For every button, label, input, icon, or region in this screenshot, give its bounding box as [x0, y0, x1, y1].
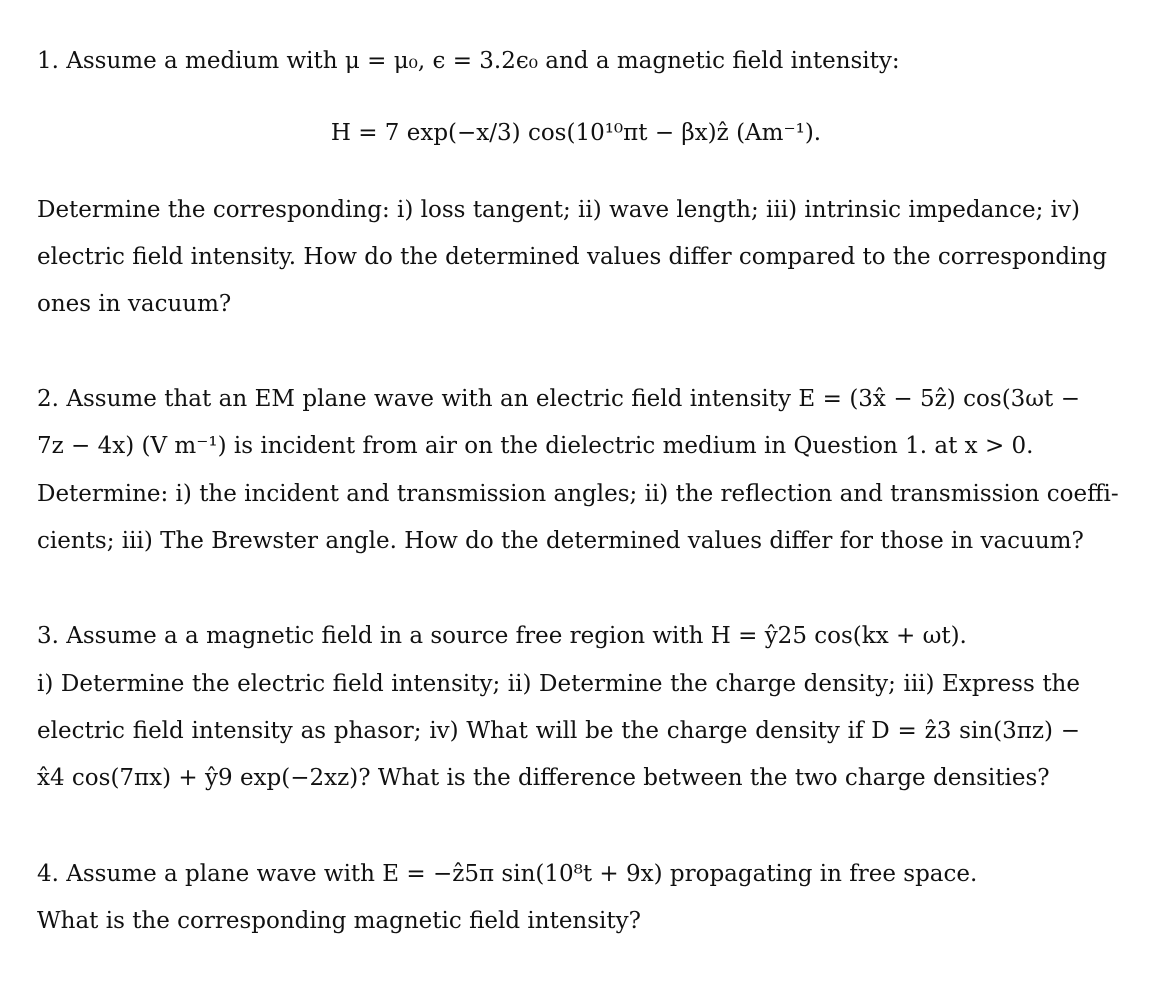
- question-1-equation: H = 7 exp(−x/3) cos(10¹⁰πt − βx)ẑ (Am⁻¹).: [330, 120, 822, 146]
- question-3-line-3: electric field intensity as phasor; iv) What will be the charge density if D = ẑ3 sin(3πz) −: [37, 718, 1080, 744]
- question-4-line-2: What is the corresponding magnetic field intensity?: [37, 908, 641, 934]
- question-1-line-5: ones in vacuum?: [37, 291, 232, 317]
- question-1-line-4: electric field intensity. How do the determined values differ compared to the corresponding: [37, 244, 1108, 270]
- question-1-line-3: Determine the corresponding: i) loss tangent; ii) wave length; iii) intrinsic impedance; iv): [37, 197, 1080, 223]
- question-3-line-4: x̂4 cos(7πx) + ŷ9 exp(−2xz)? What is the difference between the two charge densities?: [37, 765, 1050, 791]
- question-2-line-1: 2. Assume that an EM plane wave with an electric field intensity E = (3x̂ − 5ẑ) cos(3ωt −: [37, 386, 1080, 412]
- question-2-line-3: Determine: i) the incident and transmission angles; ii) the reflection and transmission coeffi-: [37, 481, 1119, 507]
- question-3-line-1: 3. Assume a a magnetic field in a source free region with H = ŷ25 cos(kx + ωt).: [37, 623, 967, 649]
- question-1-line-1: 1. Assume a medium with μ = μ₀, ϵ = 3.2ϵ₀ and a magnetic field intensity:: [37, 48, 900, 74]
- question-4-line-1: 4. Assume a plane wave with E = −ẑ5π sin(10⁸t + 9x) propagating in free space.: [37, 861, 978, 887]
- question-2-line-2: 7z − 4x) (V m⁻¹) is incident from air on the dielectric medium in Question 1. at x > 0.: [37, 433, 1034, 459]
- question-2-line-4: cients; iii) The Brewster angle. How do the determined values differ for those in vacuum?: [37, 528, 1084, 554]
- question-3-line-2: i) Determine the electric field intensity; ii) Determine the charge density; iii) Express the: [37, 671, 1080, 697]
